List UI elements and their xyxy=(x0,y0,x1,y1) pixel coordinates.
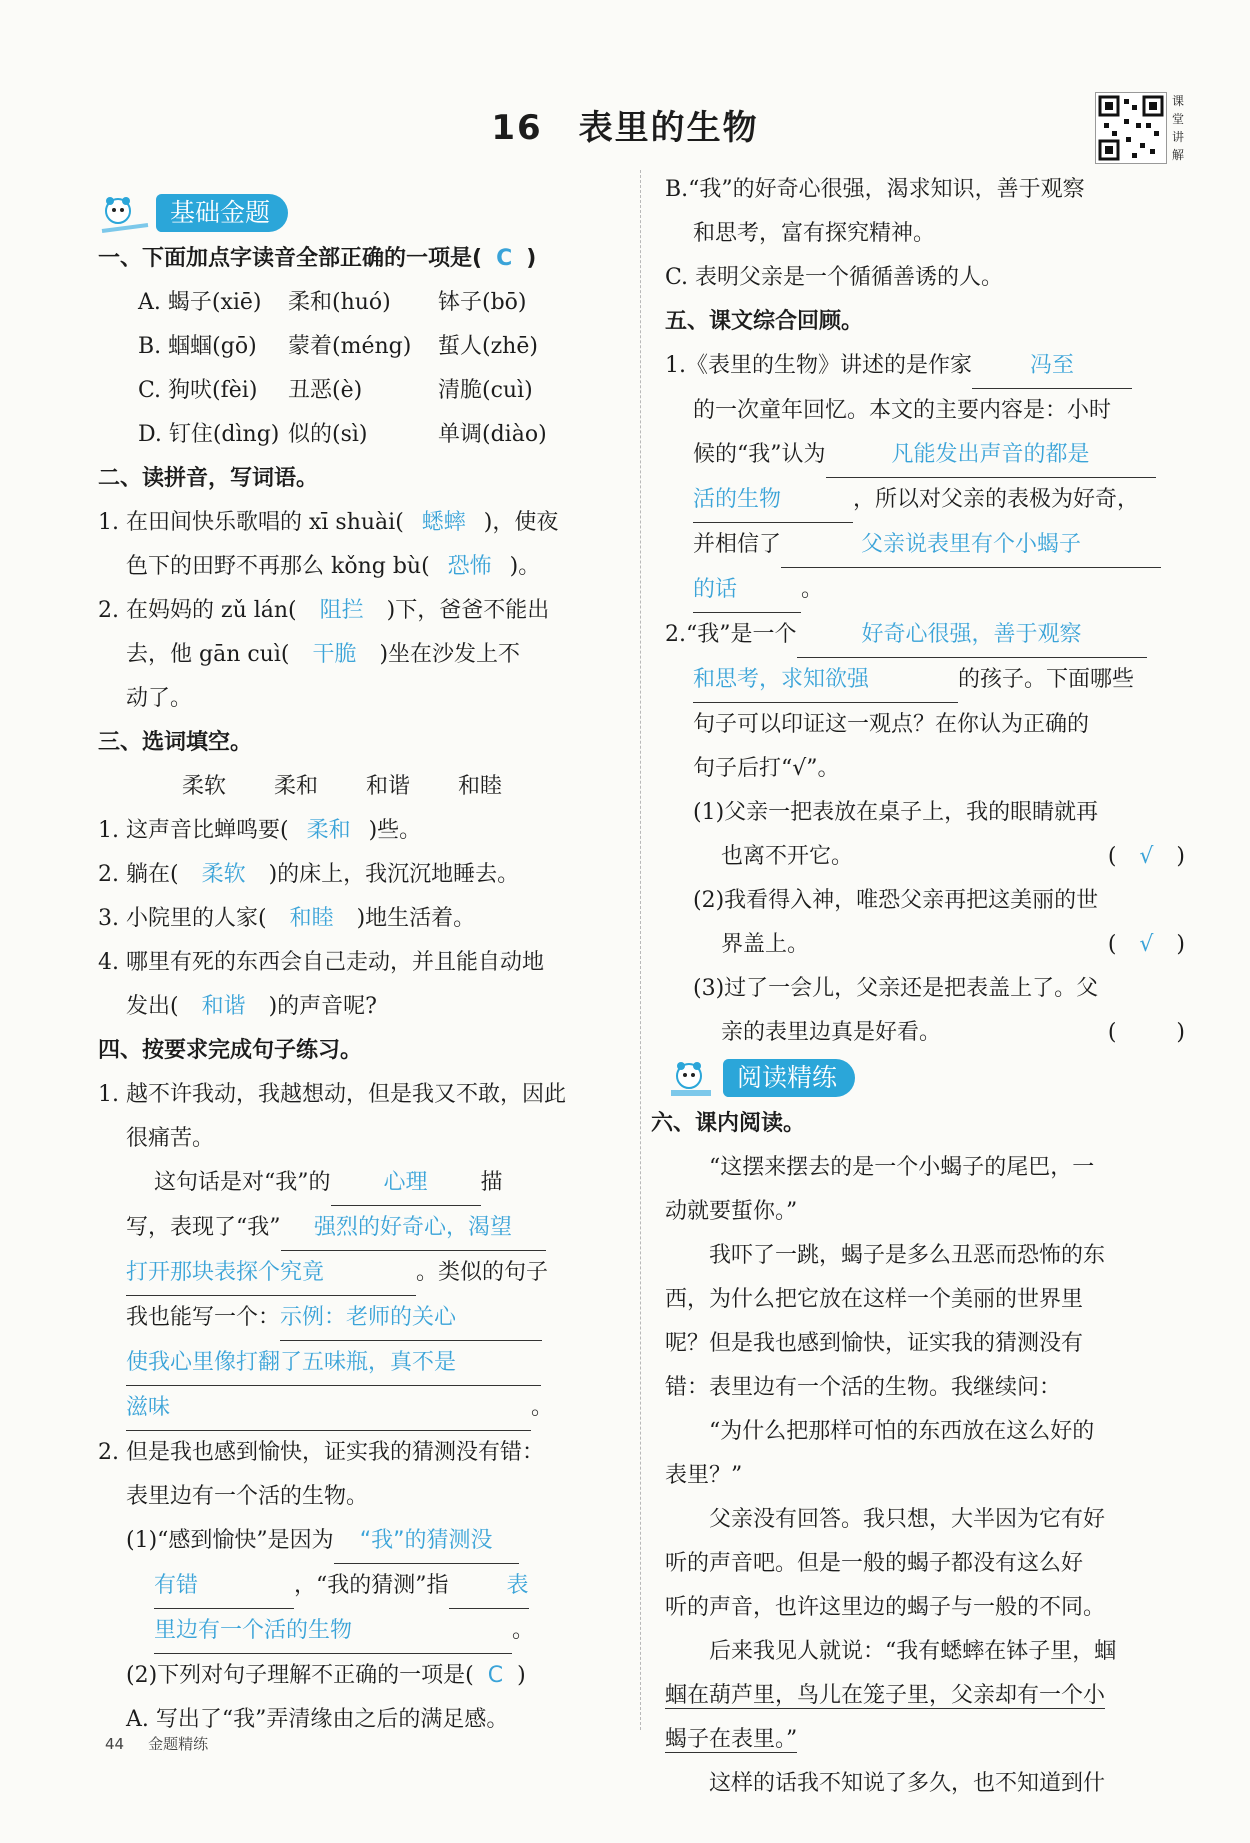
q1-answer: C xyxy=(496,246,513,271)
banner-basic-row xyxy=(98,190,618,237)
q4-answer-6: C xyxy=(487,1663,504,1688)
passage-line: 表里？” xyxy=(665,1463,743,1488)
passage-line-underlined: 蝎子在表里。” xyxy=(665,1727,798,1752)
q4-answer-2: 强烈的好奇心，渴望 xyxy=(281,1206,546,1251)
q5-answer-author: 冯至 xyxy=(972,344,1132,389)
lesson-title xyxy=(0,100,1250,149)
q4-s2-line5: 里边有一个活的生物 。 xyxy=(98,1609,618,1654)
q2-heading: 二、读拼音，写词语。 xyxy=(98,466,319,491)
q5-answer-belief: 凡能发出声音的都是 xyxy=(826,433,1156,478)
q5-r1-line4: 活的生物 ，所以对父亲的表极为好奇， xyxy=(665,478,1185,523)
q4-s1-line2: 很痛苦。 xyxy=(126,1126,215,1151)
q4-answer-1: 心理 xyxy=(331,1161,481,1206)
q5-r2-line3: 句子可以印证这一观点？在你认为正确的 xyxy=(693,712,1090,737)
q2-answer-3: 阻拦 xyxy=(319,598,364,623)
column-divider xyxy=(640,170,641,1730)
q5-p1-check: ( √ ) xyxy=(1107,844,1185,869)
q2-item2-line1: 2. 在妈妈的 zǔ lán( 阻拦 )下，爸爸不能出 xyxy=(98,589,618,633)
q1-option-c: C. 狗吠(fèi) 丑恶(è) 清脆(cuì) xyxy=(138,378,533,403)
passage-line: 动就要蜇你。” xyxy=(665,1199,798,1224)
passage-line: “这摆来摆去的是一个小蝎子的尾巴，一 xyxy=(709,1155,1095,1180)
passage-line: 西，为什么把它放在这样一个美丽的世界里 xyxy=(665,1287,1084,1312)
passage-line: 呢？但是我也感到愉快，证实我的猜测没有 xyxy=(665,1331,1084,1356)
q6-heading: 六、课内阅读。 xyxy=(651,1111,806,1136)
passage-line: 后来我见人就说：“我有蟋蟀在钵子里，蝈 xyxy=(709,1639,1117,1664)
passage-line: “为什么把那样可怕的东西放在这么好的 xyxy=(709,1419,1095,1444)
q4-s1-line1: 1. 越不许我动，我越想动，但是我又不敢，因此 xyxy=(98,1082,566,1107)
right-column xyxy=(651,168,1185,1806)
q4-s1-line6: 我也能写一个：示例：老师的关心 xyxy=(98,1296,618,1341)
q5-r1-line3: 候的“我”认为 凡能发出声音的都是 xyxy=(665,433,1185,478)
q5-answer-belief-b: 活的生物 xyxy=(693,478,853,523)
page-footer xyxy=(105,1733,208,1754)
q3-word-bank: 柔软 柔和 和谐 和睦 xyxy=(181,774,502,799)
q4-answer-3b: 使我心里像打翻了五味瓶，真不是 xyxy=(126,1341,541,1386)
panda-mascot-icon xyxy=(665,1060,719,1100)
banner-reading-row xyxy=(665,1055,1185,1102)
q5-p3-line1: (3)过了一会儿，父亲还是把表盖上了。父 xyxy=(693,976,1099,1001)
q5-p3-line2: 亲的表里边真是好看。 ( ) xyxy=(665,1011,1185,1055)
q5-p2-line2: 界盖上。 ( √ ) xyxy=(665,923,1185,967)
q3-answer-1: 柔和 xyxy=(306,818,351,843)
q4-s1-line3: 这句话是对“我”的 心理 描 xyxy=(98,1161,618,1206)
q4-s2-line2: 表里边有一个活的生物。 xyxy=(126,1484,369,1509)
q4-s1-line5: 打开那块表探个究竟 。类似的句子 xyxy=(98,1251,618,1296)
q4-s2-line1: 2. 但是我也感到愉快，证实我的猜测没有错： xyxy=(98,1440,544,1465)
q3-item2: 2. 躺在( 柔软 )的床上，我沉沉地睡去。 xyxy=(98,853,618,897)
lesson-name: 表里的生物 xyxy=(578,108,759,148)
section-banner-reading: 阅读精练 xyxy=(723,1059,855,1097)
passage-line: 父亲没有回答。我只想，大半因为它有好 xyxy=(709,1507,1106,1532)
q5-r1-line1: 1.《表里的生物》讲述的是作家 冯至 xyxy=(665,344,1185,389)
qr-caption: 课堂讲解 xyxy=(1172,94,1185,162)
q3-item3: 3. 小院里的人家( 和睦 )地生活着。 xyxy=(98,897,618,941)
option-b-line2: 和思考，富有探究精神。 xyxy=(693,221,936,246)
panda-mascot-icon xyxy=(98,195,152,235)
passage-line: 错：表里边有一个活的生物。我继续问： xyxy=(665,1375,1062,1400)
q4-answer-4: “我”的猜测没 xyxy=(334,1519,519,1564)
q4-s1-line8: 滋味 。 xyxy=(98,1386,618,1431)
left-column xyxy=(98,190,618,1742)
q5-answer-child: 好奇心很强，善于观察 xyxy=(797,613,1147,658)
passage-line: 我吓了一跳，蝎子是多么丑恶而恐怖的东 xyxy=(709,1243,1106,1268)
passage-line: 这样的话我不知说了多久，也不知道到什 xyxy=(709,1771,1106,1796)
q2-answer-1: 蟋蟀 xyxy=(421,510,466,535)
q2-item2-line2: 去，他 gān cuì( 干脆 )坐在沙发上不 xyxy=(98,633,618,677)
q2-item1-line2: 色下的田野不再那么 kǒng bù( 恐怖 )。 xyxy=(98,545,618,589)
q5-p3-check: ( ) xyxy=(1107,1020,1185,1045)
q4-answer-2b: 打开那块表探个究竟 xyxy=(126,1251,416,1296)
q1-option-d: D. 钉住(dìng) 似的(sì) 单调(diào) xyxy=(138,422,547,447)
q5-p1-line2: 也离不开它。 ( √ ) xyxy=(665,835,1185,879)
option-c: C. 表明父亲是一个循循善诱的人。 xyxy=(665,265,1004,290)
q4-s1-line4: 写，表现了“我” 强烈的好奇心，渴望 xyxy=(98,1206,618,1251)
q3-answer-2: 柔软 xyxy=(201,862,246,887)
q5-r1-line2: 的一次童年回忆。本文的主要内容是：小时 xyxy=(693,398,1112,423)
q4-s1-line7 xyxy=(98,1341,618,1386)
q4-answer-5b: 里边有一个活的生物 xyxy=(154,1609,512,1654)
book-name: 金题精练 xyxy=(148,1735,209,1753)
q5-r1-line5: 并相信了 父亲说表里有个小蝎子 xyxy=(665,523,1185,568)
q1-option-b: B. 蝈蝈(gō) 蒙着(méng) 蜇人(zhē) xyxy=(138,334,538,359)
q4-answer-4b: 有错 xyxy=(154,1564,294,1609)
q2-answer-2: 恐怖 xyxy=(447,554,492,579)
q4-answer-5: 表 xyxy=(449,1564,529,1609)
q3-answer-4: 和谐 xyxy=(201,994,246,1019)
section-banner-basic: 基础金题 xyxy=(156,194,288,232)
q5-r2-line2: 和思考，求知欲强 的孩子。下面哪些 xyxy=(665,658,1185,703)
passage-line: 听的声音，也许这里边的蝎子与一般的不同。 xyxy=(665,1595,1106,1620)
q5-answer-child-b: 和思考，求知欲强 xyxy=(693,658,958,703)
q4-s2-line3: (1)“感到愉快”是因为 “我”的猜测没 xyxy=(98,1519,618,1564)
page-number: 44 xyxy=(105,1735,125,1753)
q4-heading: 四、按要求完成句子练习。 xyxy=(98,1038,363,1063)
q5-p2-line1: (2)我看得入神，唯恐父亲再把这美丽的世 xyxy=(693,888,1099,913)
passage-line: 听的声音吧。但是一般的蝎子都没有这么好 xyxy=(665,1551,1084,1576)
passage-line-underlined: 蝈在葫芦里，鸟儿在笼子里，父亲却有一个小 xyxy=(665,1683,1106,1708)
q5-r2-line1: 2.“我”是一个 好奇心很强，善于观察 xyxy=(665,613,1185,658)
q5-answer-trust: 父亲说表里有个小蝎子 xyxy=(781,523,1161,568)
q4-s2-line4: 有错 ，“我的猜测”指 表 xyxy=(98,1564,618,1609)
q4-answer-3: 示例：老师的关心 xyxy=(280,1296,542,1341)
q3-item4-line2: 发出( 和谐 )的声音呢? xyxy=(98,985,618,1029)
lesson-number: 16 xyxy=(491,108,543,148)
q4-s2-line6: (2)下列对句子理解不正确的一项是( C ) xyxy=(126,1663,526,1688)
q3-item4-line1: 4. 哪里有死的东西会自己走动，并且能自动地 xyxy=(98,950,544,975)
q3-item1: 1. 这声音比蝉鸣要( 柔和 )些。 xyxy=(98,809,618,853)
q5-p1-line1: (1)父亲一把表放在桌子上，我的眼睛就再 xyxy=(693,800,1099,825)
qr-code-icon[interactable] xyxy=(1095,92,1167,164)
q3-answer-3: 和睦 xyxy=(289,906,334,931)
q5-r2-line4: 句子后打“√”。 xyxy=(693,756,840,781)
q3-heading: 三、选词填空。 xyxy=(98,730,253,755)
q2-item2-line3: 动了。 xyxy=(126,686,193,711)
q4-answer-3c: 滋味 xyxy=(126,1386,531,1431)
q5-r1-line6: 的话 。 xyxy=(665,568,1185,613)
q2-item1-line1: 1. 在田间快乐歌唱的 xī shuài( 蟋蟀 )，使夜 xyxy=(98,501,618,545)
q1-heading: 一、下面加点字读音全部正确的一项是( C ) xyxy=(98,246,537,271)
q4-s2-option-a: A. 写出了“我”弄清缘由之后的满足感。 xyxy=(126,1707,509,1732)
option-b-line1: B.“我”的好奇心很强，渴求知识，善于观察 xyxy=(665,177,1085,202)
q1-option-a: A. 蝎子(xiē) 柔和(huó) 钵子(bō) xyxy=(138,290,527,315)
q5-heading: 五、课文综合回顾。 xyxy=(665,309,864,334)
q2-answer-4: 干脆 xyxy=(312,642,357,667)
q5-answer-trust-b: 的话 xyxy=(693,568,801,613)
q5-p2-check: ( √ ) xyxy=(1107,932,1185,957)
